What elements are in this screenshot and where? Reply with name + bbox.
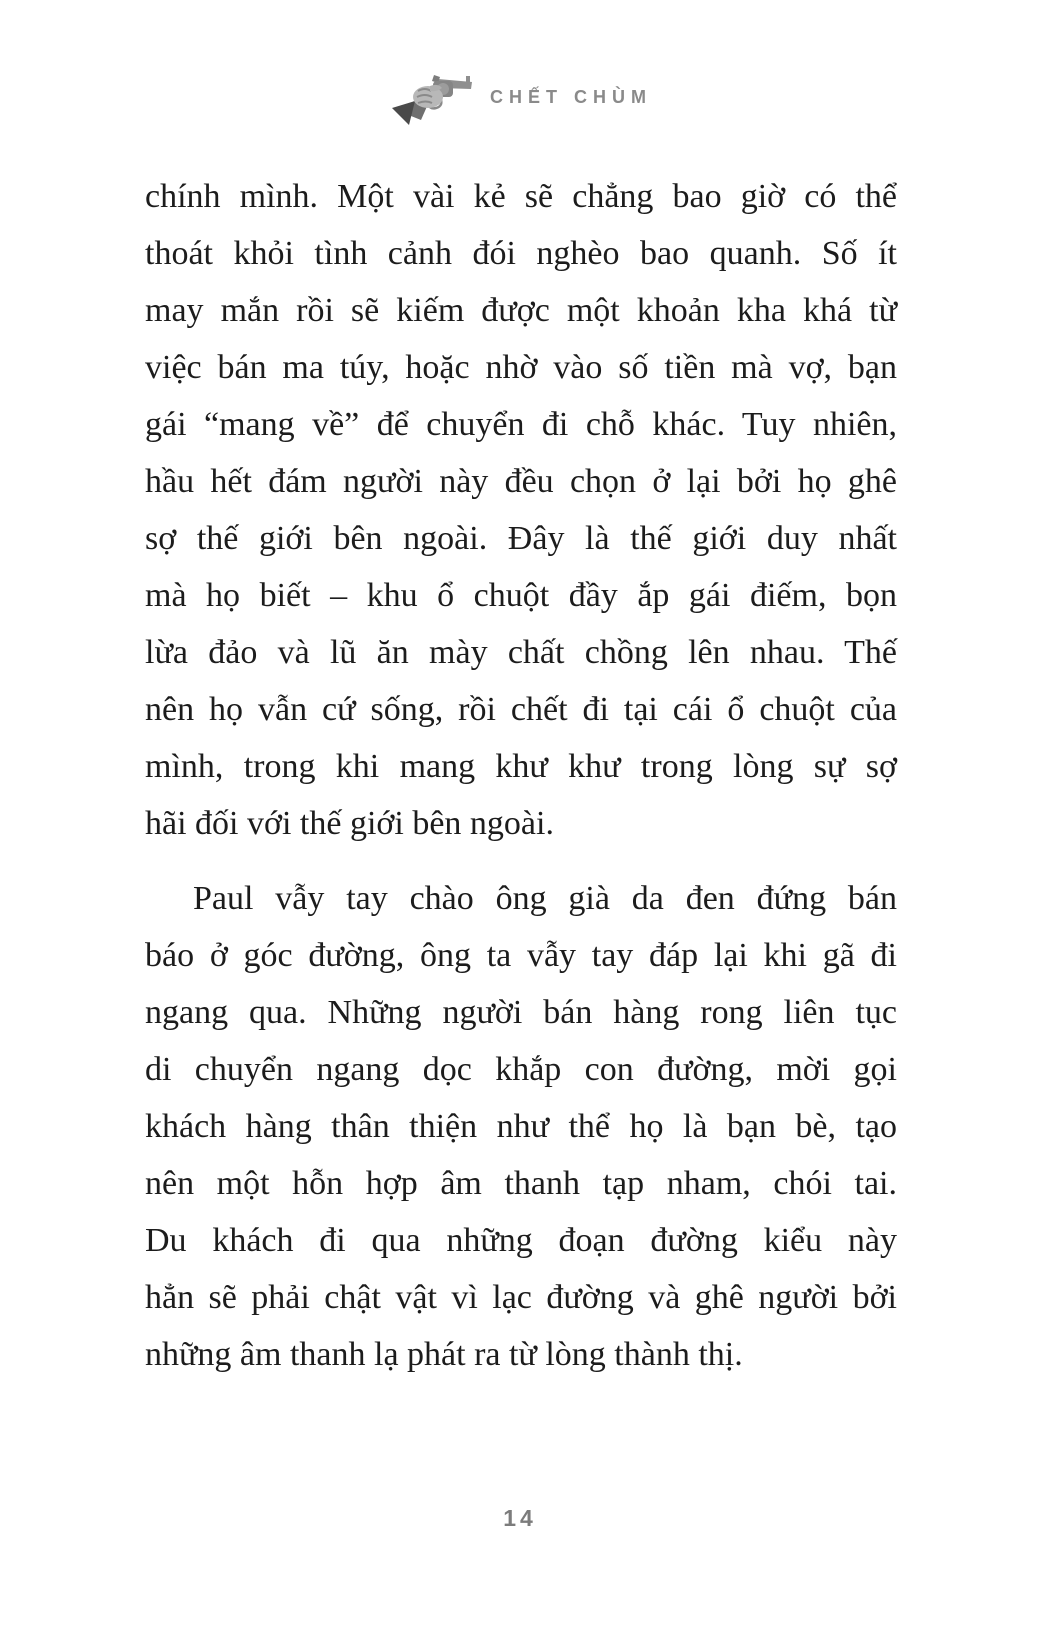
text-line: ngang qua. Những người bán hàng rong liên tục [145,994,897,1031]
text-line: nên họ vẫn cứ sống, rồi chết đi tại cái ổ chuột của [145,691,897,728]
paragraph-1 [145,168,897,852]
text-line: di chuyển ngang dọc khắp con đường, mời gọi [145,1051,897,1088]
text-line: hãi đối với thế giới bên ngoài. [145,805,554,842]
running-head-title: CHẾT CHÙM [490,86,652,107]
text-line: báo ở góc đường, ông ta vẫy tay đáp lại khi gã đi [145,937,897,974]
text-line: thoát khỏi tình cảnh đói nghèo bao quanh. Số ít [145,235,897,272]
text-line: hầu hết đám người này đều chọn ở lại bởi họ ghê [145,463,897,500]
text-line: khách hàng thân thiện như thể họ là bạn bè, tạo [145,1108,897,1145]
page-number: 14 [503,1505,537,1531]
text-line: những âm thanh lạ phát ra từ lòng thành thị. [145,1336,743,1373]
text-line: lừa đảo và lũ ăn mày chất chồng lên nhau. Thế [145,634,897,671]
text-line: nên một hỗn hợp âm thanh tạp nham, chói tai. [145,1165,897,1202]
running-head [0,68,1040,126]
body-text [145,168,897,1383]
paragraph-2 [145,870,897,1383]
text-line: Paul vẫy tay chào ông già da đen đứng bán [193,880,897,917]
text-line: Du khách đi qua những đoạn đường kiểu này [145,1222,897,1259]
text-line: mà họ biết – khu ổ chuột đầy ắp gái điếm, bọn [145,577,897,614]
text-line: chính mình. Một vài kẻ sẽ chẳng bao giờ có thể [145,178,897,215]
text-line: sợ thế giới bên ngoài. Đây là thế giới duy nhất [145,520,897,557]
hand-holding-revolver-icon [388,68,476,126]
text-line: hẳn sẽ phải chật vật vì lạc đường và ghê người bởi [145,1279,897,1316]
text-line: mình, trong khi mang khư khư trong lòng sự sợ [145,748,897,785]
text-line: việc bán ma túy, hoặc nhờ vào số tiền mà vợ, bạn [145,349,897,386]
text-line: gái “mang về” để chuyển đi chỗ khác. Tuy nhiên, [145,406,897,443]
text-line: may mắn rồi sẽ kiếm được một khoản kha khá từ [145,292,897,329]
